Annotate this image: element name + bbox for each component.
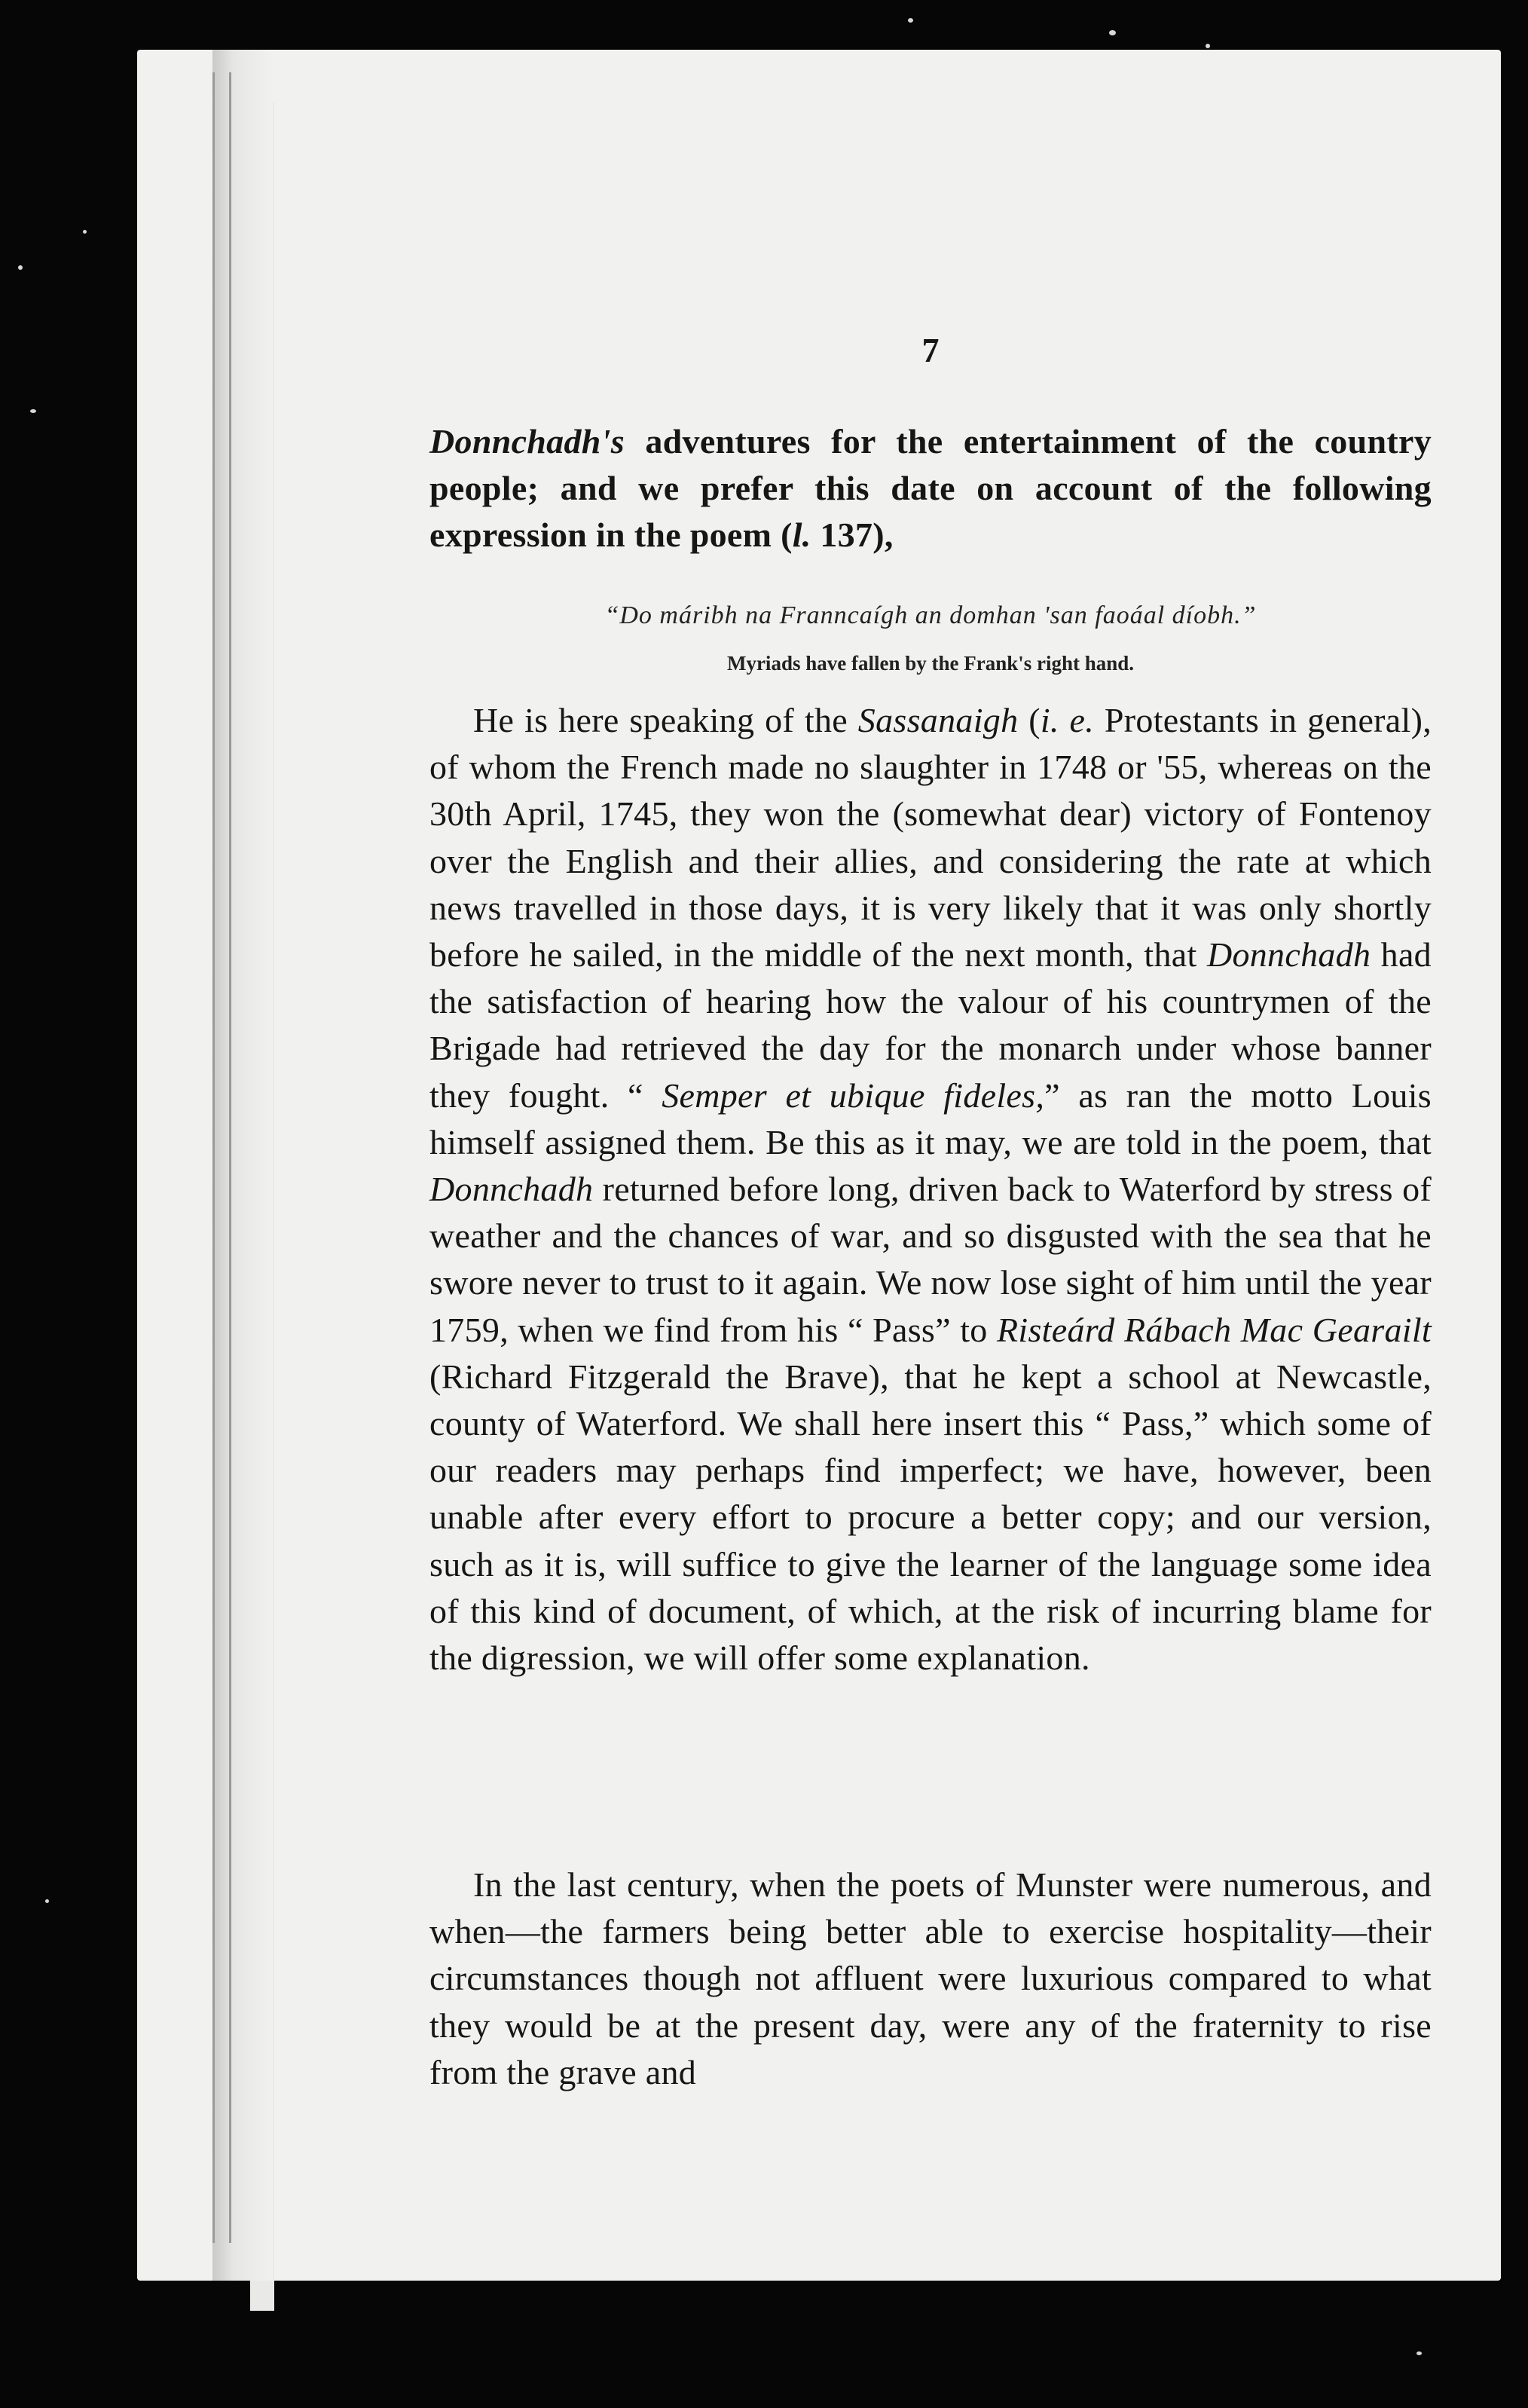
intro-paragraph: Donnchadh's adventures for the entertainment of the country people; and we prefer this date on account of the following expression in the poem (l. 137), <box>429 422 1432 555</box>
scan-speck <box>1206 44 1210 48</box>
scan-speck <box>1109 30 1116 35</box>
line-reference: l. <box>792 516 811 555</box>
quote-translation: Myriads have fallen by the Frank's right hand. <box>726 652 1135 675</box>
scan-speck <box>1416 2351 1422 2355</box>
scan-speck <box>18 265 23 270</box>
last-paragraph: In the last century, when the poets of Munster were numerous, and when—the farmers being better able to exercise hospitality—their circumstances though not affluent were luxurious compared to what they would be at the present day, were any of the fraternity to rise from the grave and <box>429 1865 1432 2091</box>
gutter-line <box>229 72 231 2243</box>
gutter-line <box>212 72 215 2243</box>
scan-speck <box>30 409 36 413</box>
main-paragraph: He is here speaking of the Sassanaigh (i. e. Protestants in general), of whom the French made no slaughter in 1748 or '55, whereas on the 30th April, 1745, they won the (somewhat dear) victory of Fontenoy over the English and their allies, and considering the rate at which news travelled in those days, it is very likely that it was only shortly before he sailed, in the middle of the next month, that Donnchadh had the satisfaction of hearing how the valour of his countrymen of the Brigade had retrieved the day for the monarch under whose banner they fought. “ Semper et ubique fideles,” as ran the motto Louis himself assigned them. Be this as it may, we are told in the poem, that Donnchadh returned before long, driven back to Waterford by stress of weather and the chances of war, and so disgusted with the sea that he swore never to trust to it again. We now lose sight of him until the year 1759, when we find from his “ Pass” to Risteárd Rábach Mac Gearailt (Richard Fitzgerald the Brave), that he kept a school at Newcastle, county of Waterford. We shall here insert this “ Pass,” which some of our readers may perhaps find imperfect; we have, however, been unable after every effort to procure a better copy; and our version, such as it is, will suffice to give the learner of the language some idea of this kind of document, of which, at the risk of incurring blame for the digression, we will offer some explanation. <box>429 701 1432 1678</box>
irish-quote: “Do máribh na Franncaígh an domhan 'san faoáal díobh.” <box>604 601 1257 629</box>
name-term: Donnchadh's <box>429 422 625 460</box>
scan-speck <box>908 18 913 23</box>
page-number: 7 <box>921 331 940 369</box>
scan-speck <box>45 1899 49 1903</box>
page-gutter <box>212 50 273 2281</box>
scan-speck <box>83 230 87 234</box>
